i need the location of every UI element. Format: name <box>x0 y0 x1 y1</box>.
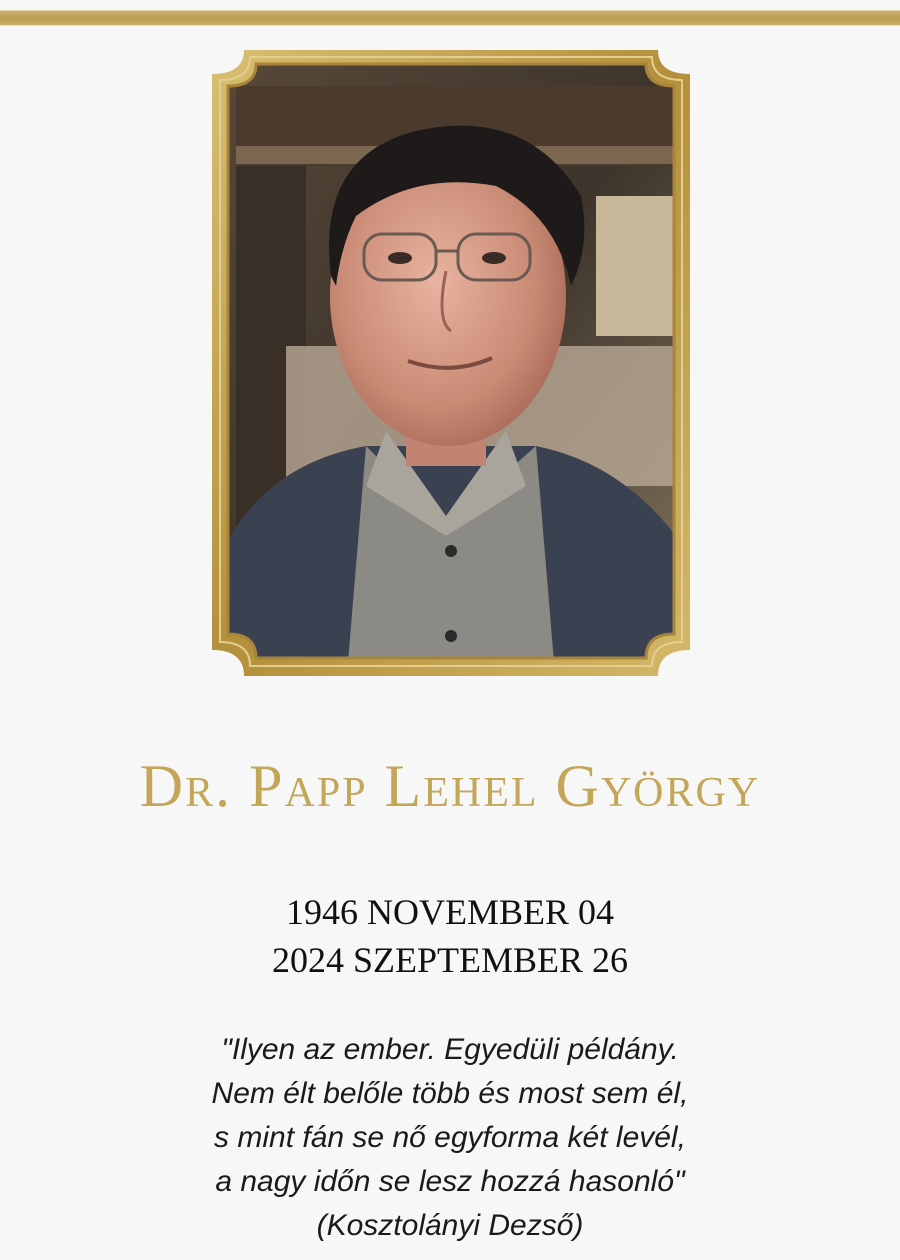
quote-line: s mint fán se nő egyforma két levél, <box>214 1121 686 1154</box>
top-gold-rule <box>0 10 900 26</box>
deceased-name: Dr. Papp Lehel György <box>139 753 761 819</box>
birth-date: 1946 NOVEMBER 04 <box>285 892 614 932</box>
portrait-frame <box>196 46 706 680</box>
life-dates <box>0 888 900 984</box>
quote-attribution: (Kosztolányi Dezső) <box>316 1209 584 1242</box>
memorial-quote <box>0 1028 900 1248</box>
portrait-photo <box>196 46 706 680</box>
quote-line: "Ilyen az ember. Egyedüli példány. <box>221 1033 679 1066</box>
quote-line: Nem élt belőle több és most sem él, <box>211 1077 689 1110</box>
death-date: 2024 SZEPTEMBER 26 <box>271 940 629 980</box>
quote-line: a nagy időn se lesz hozzá hasonló" <box>215 1165 685 1198</box>
